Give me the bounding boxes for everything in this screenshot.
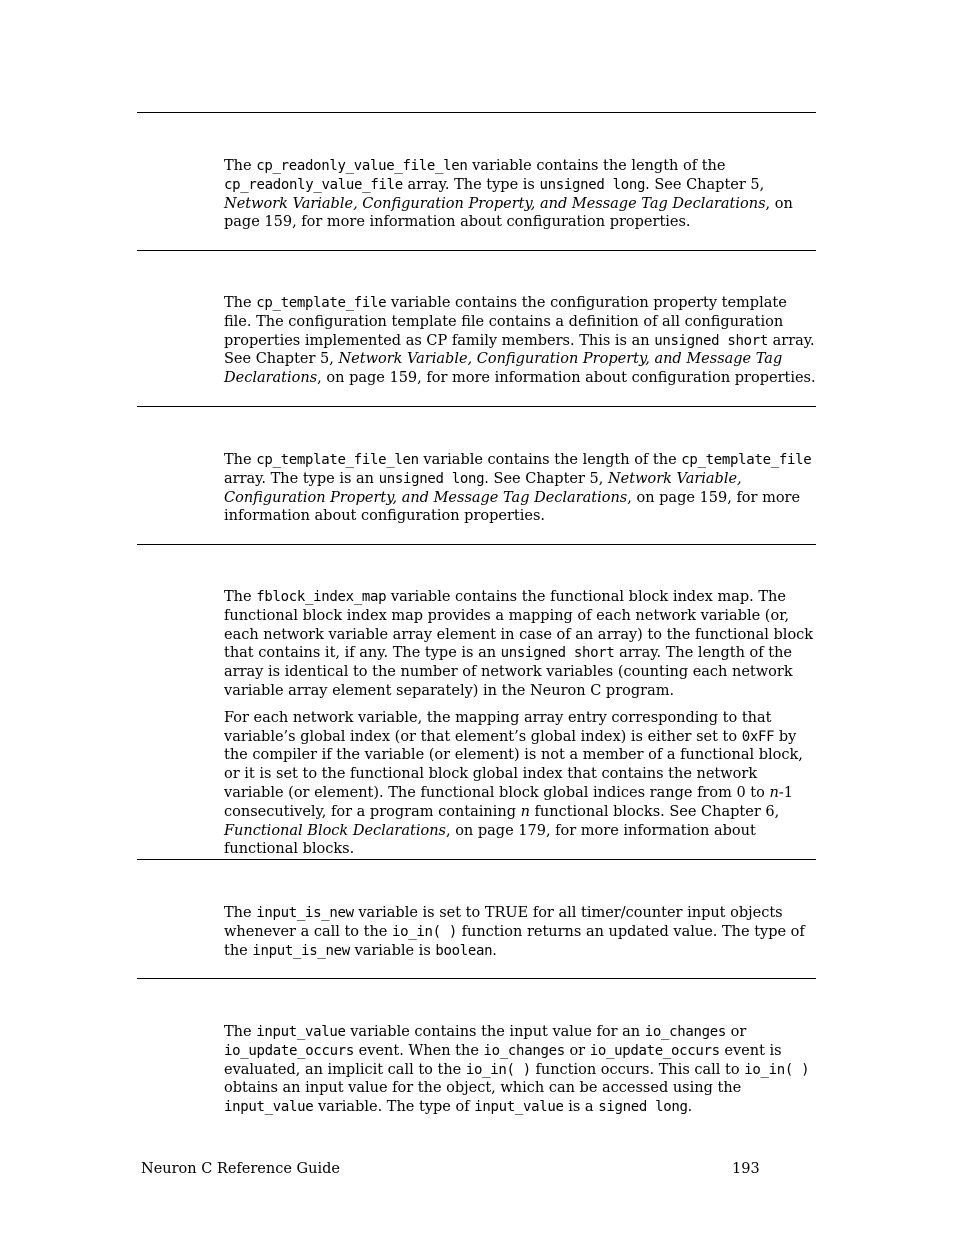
section-cp-template-file [224,294,816,396]
rule-divider [137,544,816,545]
code-term: signed long [598,1099,688,1116]
code-term: cp_readonly_value_file [224,176,403,193]
text-run: obtains an input value for the object, which can be accessed using the [224,1080,742,1097]
text-run: variable. The type of [313,1099,475,1116]
footer-page-number: 193 [732,1161,760,1177]
text-run: event is evaluated, an implicit call to the [224,1042,782,1078]
code-term: input_value [224,1099,314,1116]
text-run: The [224,158,257,174]
text-run: The [224,1024,257,1040]
code-term: cp_readonly_value_file_len [256,158,468,174]
text-run: or [726,1024,747,1040]
footer-title: Neuron C Reference Guide [141,1161,340,1177]
text-run: , on page 159, for more information about configuration properties. [224,195,793,231]
text-run: array. The type is [402,176,540,193]
rule-divider [137,250,816,251]
text-run: variable is set to TRUE for all timer/counter input objects whenever a call to the [224,905,783,940]
code-term: input_value [474,1099,564,1116]
paragraph [224,157,816,232]
code-term: boolean [435,942,493,959]
text-run: event. When the [354,1042,484,1059]
section-input-value [224,1023,816,1125]
text-run: variable contains the length of the [418,452,682,468]
text-run: , on page 159, for more information about configuration properties. [317,370,816,387]
text-run: . [687,1099,693,1116]
italic-reference: Network Variable, Configuration Property, and Message Tag Declarations [224,470,742,506]
code-term: io_in( ) [392,923,458,940]
code-term: io_changes [644,1024,726,1040]
text-run: function occurs. This call to [530,1061,745,1078]
text-run: The [224,452,257,468]
italic-reference: Functional Block Declarations [224,822,446,839]
rule-top [137,112,816,113]
code-term: 0xFF [741,728,775,745]
text-run: variable contains the length of the [467,158,726,174]
text-run: variable contains the input value for an [345,1024,645,1040]
text-run: For each network variable, the mapping array entry corresponding to that variable’s global index (or that element’s global index) is either set to [224,709,772,745]
text-run: or [564,1042,590,1059]
code-term: io_update_occurs [589,1042,720,1059]
section-cp-readonly-value-file-len [224,157,816,240]
text-run: by the compiler if the variable (or element) is not a member of a functional block, or it is set to the functional block global index that contains the network variable (or element). The functional block global indices range from 0 to [224,728,803,801]
text-run: , on page 159, for more information about configuration properties. [224,489,801,525]
code-term: io_in( ) [465,1061,531,1078]
italic-reference: Network Variable, Configuration Property, and Message Tag Declarations [224,351,783,387]
text-run: functional blocks. See Chapter 6, [529,803,780,820]
rule-divider [137,406,816,407]
text-run: array. See Chapter 5, [224,332,815,368]
code-term: io_changes [483,1042,565,1059]
code-term: input_is_new [256,905,354,921]
text-run: The [224,295,257,311]
text-run: variable contains the functional block index map. The functional block index map provides a mapping of each network variable (or, each network variable array element in case of an array) to the functional block that contains it, if any. The type is an [224,589,814,662]
code-term: cp_template_file_len [256,452,419,468]
code-term: input_value [256,1024,346,1040]
text-run: array. The type is an [224,470,379,487]
text-run: , on page 179, for more information about functional blocks. [224,822,756,858]
italic-reference: Network Variable, Configuration Property, and Message Tag Declarations [224,195,766,212]
paragraph [224,588,816,701]
text-run: function returns an updated value. The type of the [224,923,805,959]
paragraph [224,904,816,960]
paragraph [224,709,816,859]
code-term: unsigned long [539,176,646,193]
text-run: -1 consecutively, for a program containing [224,784,793,820]
text-run: The [224,589,257,605]
code-term: unsigned short [654,332,769,349]
text-run: variable is [349,942,436,959]
section-cp-template-file-len [224,451,816,534]
text-run: . See Chapter 5, [484,470,608,487]
italic-reference: n [520,803,530,820]
paragraph [224,1023,816,1117]
text-run: is a [563,1099,599,1116]
rule-divider [137,978,816,979]
code-term: cp_template_file [256,295,387,311]
code-term: io_update_occurs [224,1042,355,1059]
code-term: fblock_index_map [256,589,387,605]
code-term: io_in( ) [744,1061,810,1078]
text-run: . [492,942,497,959]
paragraph [224,294,816,388]
text-run: The [224,905,257,921]
section-input-is-new [224,904,816,968]
text-run: . See Chapter 5, [645,176,765,193]
text-run: array. The length of the array is identical to the number of network variables (counting each network variable array element separately) in the Neuron C program. [224,645,793,699]
section-fblock-index-map [224,588,816,867]
italic-reference: n [769,784,779,801]
code-term: unsigned long [378,470,485,487]
paragraph [224,451,816,526]
code-term: input_is_new [252,942,350,959]
text-run: variable contains the configuration property template file. The configuration template file contains a definition of all configuration properties implemented as CP family members. This is an [224,295,787,349]
rule-divider [137,859,816,860]
code-term: cp_template_file [681,452,812,468]
code-term: unsigned short [500,645,615,662]
